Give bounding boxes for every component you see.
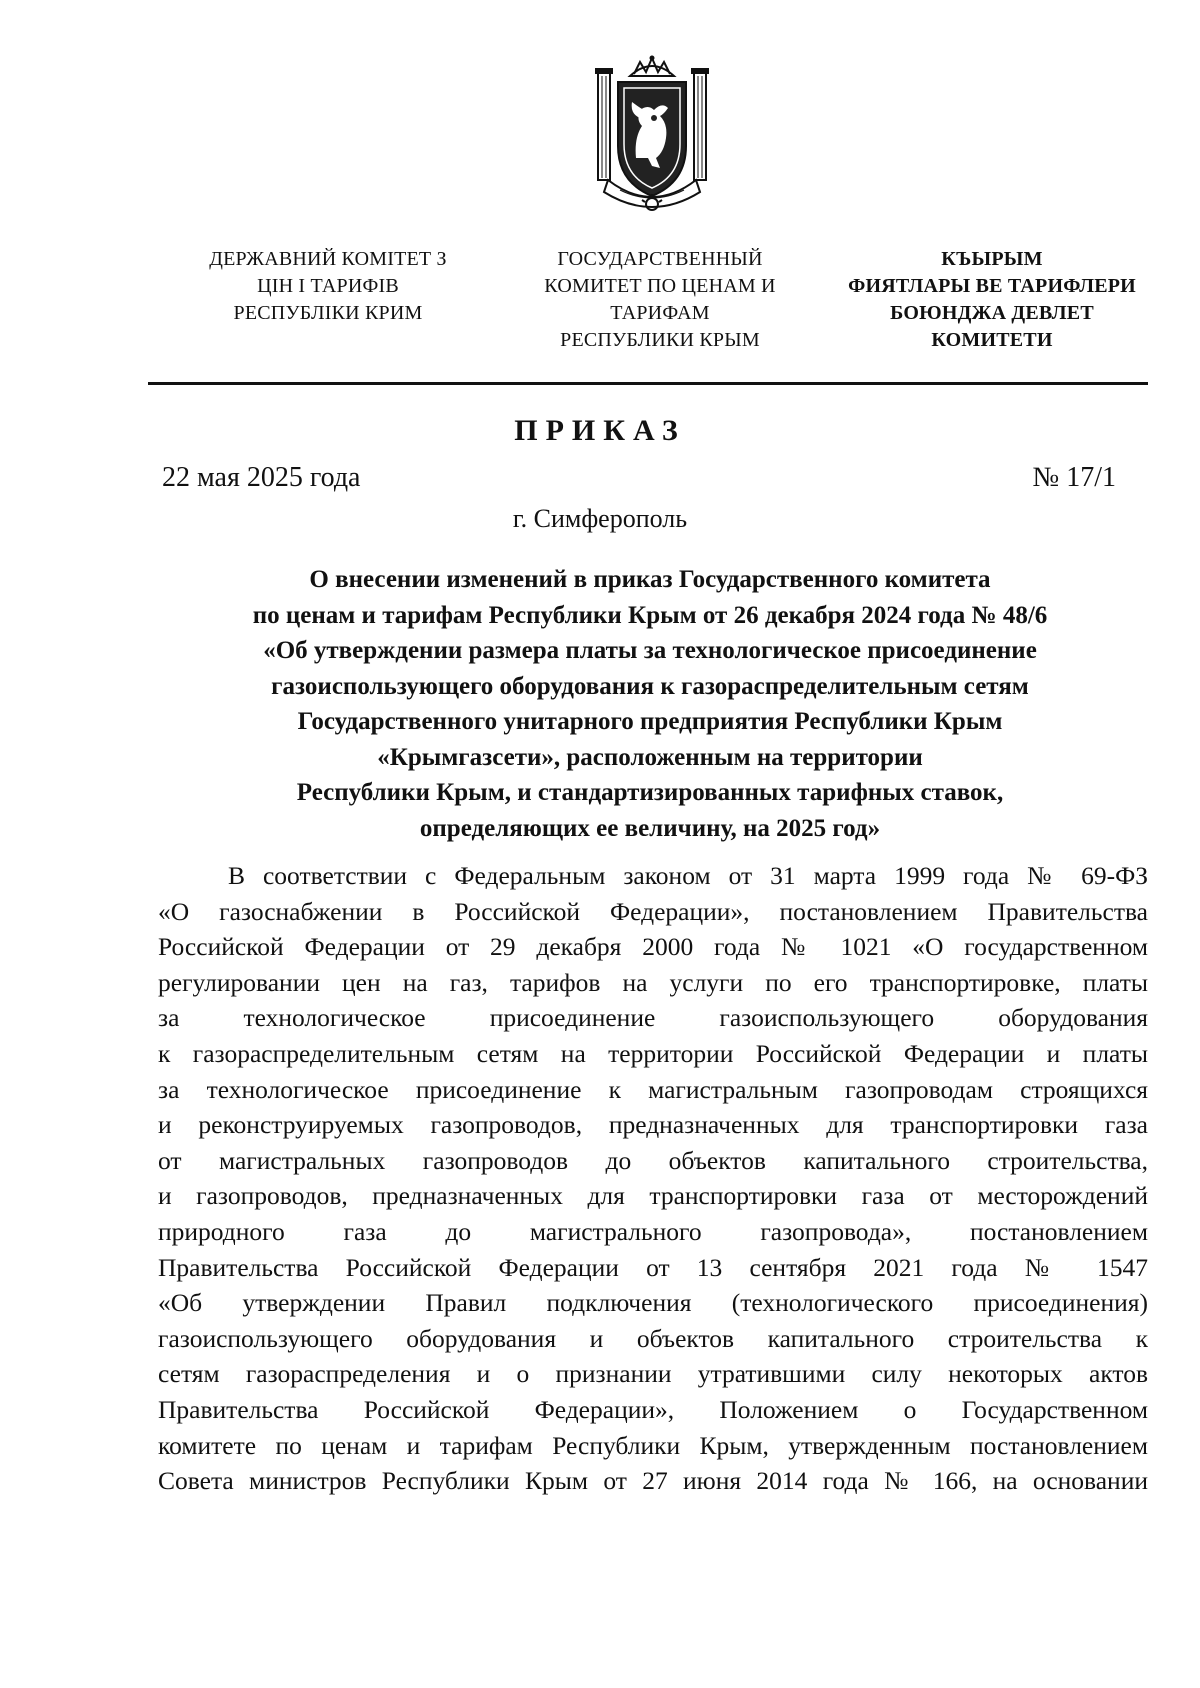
body-line: В соответствии с Федеральным законом от 31 марта 1999 года № 69-ФЗ xyxy=(228,861,1148,890)
document-date: 22 мая 2025 года xyxy=(162,462,361,493)
crimea-coat-of-arms-icon xyxy=(590,54,714,214)
body-line: и газопроводов, предназначенных для транспортировки газа от месторождений xyxy=(158,1181,1148,1211)
org-ru-line: ГОСУДАРСТВЕННЫЙ xyxy=(557,248,763,270)
body-line: Российской Федерации от 29 декабря 2000 года № 1021 «О государственном xyxy=(158,932,1148,962)
body-line: «Об утверждении Правил подключения (технологического присоединения) xyxy=(158,1288,1148,1318)
org-ua-line: РЕСПУБЛІКИ КРИМ xyxy=(233,302,423,324)
document-city: г. Симферополь xyxy=(512,504,688,533)
subject-line: «Крымгазсети», расположенным на территории xyxy=(377,743,923,771)
body-line: за технологическое присоединение к магистральным газопроводам строящихся xyxy=(158,1074,1148,1104)
subject-line: Государственного унитарного предприятия Республики Крым xyxy=(297,708,1003,735)
subject-line: по ценам и тарифам Республики Крым от 26 декабря 2024 года № 48/6 xyxy=(252,601,1048,629)
body-line: природного газа до магистрального газопровода», постановлением xyxy=(158,1216,1148,1246)
org-crh-line: БОЮНДЖА ДЕВЛЕТ xyxy=(890,302,1094,324)
document-body xyxy=(158,858,1148,1499)
org-ru-line: РЕСПУБЛИКИ КРЫМ xyxy=(560,329,760,351)
org-ru-line: КОМИТЕТ ПО ЦЕНАМ И xyxy=(544,275,776,297)
body-line: комитете по ценам и тарифам Республики Крым, утвержденным постановлением xyxy=(158,1430,1148,1460)
body-line: регулировании цен на газ, тарифов на услуги по его транспортировке, платы xyxy=(158,967,1148,997)
subject-line: Республики Крым, и стандартизированных тарифных ставок, xyxy=(296,779,1004,806)
subject-line: газоиспользующего оборудования к газораспределительным сетям xyxy=(271,672,1029,700)
document-number: № 17/1 xyxy=(1032,462,1116,493)
org-crh-line: ФИЯТЛАРЫ ВЕ ТАРИФЛЕРИ xyxy=(848,275,1136,297)
body-line: Правительства Российской Федерации от 13 сентября 2021 года № 1547 xyxy=(158,1252,1148,1282)
body-line: за технологическое присоединение газоиспользующего оборудования xyxy=(158,1003,1148,1033)
subject-line: определяющих ее величину, на 2025 год» xyxy=(419,814,881,842)
subject-line: «Об утверждении размера платы за технологическое присоединение xyxy=(263,637,1037,664)
org-name-russian xyxy=(510,246,810,354)
org-crh-line: КЪЫРЫМ xyxy=(941,248,1043,270)
org-ru-line: ТАРИФАМ xyxy=(610,302,710,324)
body-line: к газораспределительным сетям на территории Российской Федерации и платы xyxy=(158,1038,1148,1068)
body-line: от магистральных газопроводов до объектов капитального строительства, xyxy=(158,1145,1148,1175)
org-ua-line: ДЕРЖАВНИЙ КОМІТЕТ З xyxy=(209,248,447,270)
header-divider xyxy=(148,382,1148,385)
subject-line: О внесении изменений в приказ Государственного комитета xyxy=(309,566,991,593)
body-line: «О газоснабжении в Российской Федерации», постановлением Правительства xyxy=(158,896,1148,926)
org-name-crimean-tatar xyxy=(842,246,1142,354)
body-line: Правительства Российской Федерации», Положением о Государственном xyxy=(158,1394,1148,1424)
body-line: и реконструируемых газопроводов, предназначенных для транспортировки газа xyxy=(158,1110,1148,1140)
body-line: сетям газораспределения и о признании утратившими силу некоторых актов xyxy=(158,1359,1148,1389)
org-ua-line: ЦІН І ТАРИФІВ xyxy=(257,275,399,297)
document-subject xyxy=(150,562,1150,846)
document-type: ПРИКАЗ xyxy=(514,414,686,447)
body-line: газоиспользующего оборудования и объектов капитального строительства к xyxy=(158,1323,1148,1353)
org-crh-line: КОМИТЕТИ xyxy=(931,329,1053,351)
body-line: Совета министров Республики Крым от 27 июня 2014 года № 166, на основании xyxy=(158,1466,1148,1496)
org-name-ukrainian xyxy=(178,246,478,327)
